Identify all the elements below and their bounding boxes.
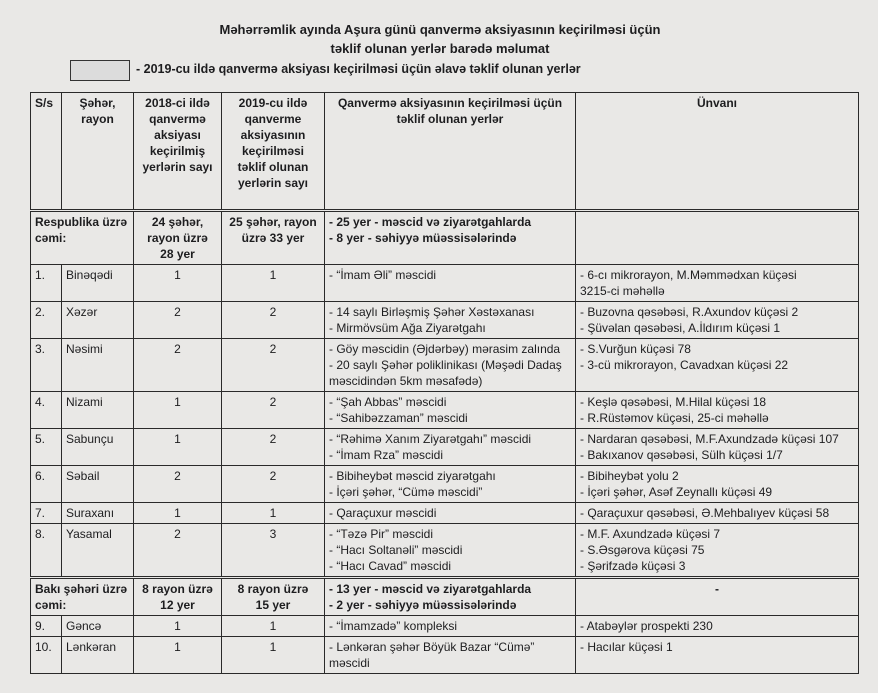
address-line: - 6-cı mikrorayon, M.Məmmədxan küçəsi [580, 268, 797, 282]
place-line: - İçəri şəhər, “Cümə məscidi” [329, 485, 483, 499]
summary-line: 15 yer [255, 598, 291, 612]
summary-baku-2018 [134, 578, 222, 616]
summary-baku-address: - [576, 578, 859, 616]
row-places [325, 392, 576, 429]
row-2018-count: 1 [134, 265, 222, 302]
title-line-1: Məhərrəmlik ayında Aşura günü qanvermə aksiyasının keçirilməsi üçün [219, 22, 661, 37]
place-line: - Qaraçuxur məscidi [329, 506, 437, 520]
place-line: - “Təzə Pir” məscidi [329, 527, 434, 541]
summary-baku-label [31, 578, 134, 616]
header-line: təklif olunan yerlər [396, 112, 504, 126]
place-line: - “İmam Əli” məscidi [329, 268, 437, 282]
row-address [576, 524, 859, 578]
row-number: 2. [31, 302, 62, 339]
row-2019-count: 1 [222, 616, 325, 637]
address-line: - Şüvəlan qəsəbəsi, A.İldırım küçəsi 1 [580, 321, 781, 335]
row-2019-count: 1 [222, 637, 325, 674]
table-row [31, 524, 859, 578]
row-address [576, 392, 859, 429]
header-line: təklif olunan [237, 160, 309, 174]
row-places [325, 637, 576, 674]
place-line: - “İmam Rza” məscidi [329, 448, 444, 462]
address-line: - Nardaran qəsəbəsi, M.F.Axundzadə küçəsi 107 [580, 432, 839, 446]
title-line-2: təklif olunan yerlər barədə məlumat [330, 41, 550, 56]
row-address [576, 302, 859, 339]
row-places [325, 339, 576, 392]
row-address [576, 339, 859, 392]
address-line: - S.Vurğun küçəsi 78 [580, 342, 691, 356]
place-line: - “Şah Abbas” məscidi [329, 395, 447, 409]
document-title [180, 20, 700, 58]
row-2018-count: 1 [134, 503, 222, 524]
row-city: Səbail [62, 466, 134, 503]
places-table [30, 92, 859, 674]
address-line: - İçəri şəhər, Asəf Zeynallı küçəsi 49 [580, 485, 773, 499]
address-line: - Hacılar küçəsi 1 [580, 640, 673, 654]
summary-line: 28 yer [160, 247, 195, 261]
row-2019-count: 2 [222, 339, 325, 392]
legend-text: - 2019-cu ildə qanvermə aksiyası keçirilməsi üçün əlavə təklif olunan yerlər [136, 62, 581, 76]
header-line: Şəhər, [79, 96, 116, 110]
row-city: Gəncə [62, 616, 134, 637]
row-places [325, 265, 576, 302]
row-address [576, 429, 859, 466]
row-2018-count: 2 [134, 524, 222, 578]
table-row [31, 339, 859, 392]
header-line: keçirilməsi [241, 144, 305, 158]
place-line: - “Rəhimə Xanım Ziyarətgahı” məscidi [329, 432, 532, 446]
table-row [31, 392, 859, 429]
summary-republic-places [325, 211, 576, 265]
table-row [31, 616, 859, 637]
row-address [576, 637, 859, 674]
row-city: Nizami [62, 392, 134, 429]
table-row [31, 503, 859, 524]
table-row [31, 637, 859, 674]
row-places [325, 616, 576, 637]
row-2018-count: 2 [134, 339, 222, 392]
row-2019-count: 2 [222, 302, 325, 339]
header-2019 [222, 93, 325, 211]
row-2019-count: 1 [222, 265, 325, 302]
row-address [576, 503, 859, 524]
row-city: Xəzər [62, 302, 134, 339]
row-2018-count: 2 [134, 302, 222, 339]
place-line: - Mirmövsüm Ağa Ziyarətgahı [329, 321, 486, 335]
row-city: Nəsimi [62, 339, 134, 392]
header-line: yerlərin sayı [237, 176, 309, 190]
row-places [325, 524, 576, 578]
address-line: - S.Əsgərova küçəsi 75 [580, 543, 705, 557]
summary-line: - 8 yer - səhiyyə müəssisələrində [329, 231, 517, 245]
row-number: 1. [31, 265, 62, 302]
row-number: 6. [31, 466, 62, 503]
table-header-row [31, 93, 859, 211]
place-line: - “Hacı Soltanəli” məscidi [329, 543, 463, 557]
row-2019-count: 3 [222, 524, 325, 578]
header-line: aksiyasının [240, 128, 306, 142]
row-2019-count: 2 [222, 466, 325, 503]
address-line: - Qaraçuxur qəsəbəsi, Ə.Mehbalıyev küçəsi 58 [580, 506, 830, 520]
row-number: 5. [31, 429, 62, 466]
summary-line: - 2 yer - səhiyyə müəssisələrində [329, 598, 517, 612]
summary-line: 8 rayon üzrə [237, 582, 309, 596]
summary-line: cəmi: [35, 231, 67, 245]
table-row [31, 302, 859, 339]
header-line: qanvermə [149, 112, 206, 126]
summary-baku-2019 [222, 578, 325, 616]
row-address [576, 616, 859, 637]
row-places [325, 302, 576, 339]
place-line: - Göy məscidin (Əjdərbəy) mərasim zalında [329, 342, 561, 356]
row-number: 8. [31, 524, 62, 578]
address-line: - M.F. Axundzadə küçəsi 7 [580, 527, 721, 541]
header-line: Qanvermə aksiyasının keçirilməsi üçün [337, 96, 563, 110]
address-line: - R.Rüstəmov küçəsi, 25-ci məhəllə [580, 411, 769, 425]
row-number: 10. [31, 637, 62, 674]
address-line: - Bibiheybət yolu 2 [580, 469, 679, 483]
header-line: qanverme [244, 112, 302, 126]
row-2018-count: 2 [134, 466, 222, 503]
summary-republic-address [576, 211, 859, 265]
row-number: 3. [31, 339, 62, 392]
summary-baku-places [325, 578, 576, 616]
row-places [325, 429, 576, 466]
row-places [325, 466, 576, 503]
header-line: yerlərin sayı [142, 160, 213, 174]
row-2018-count: 1 [134, 429, 222, 466]
summary-republic-row [31, 211, 859, 265]
row-address [576, 466, 859, 503]
legend-shade-swatch [70, 60, 130, 81]
summary-line: 24 şəhər, [151, 215, 204, 229]
table-row [31, 429, 859, 466]
summary-line: - 13 yer - məscid və ziyarətgahlarda [329, 582, 532, 596]
row-city: Binəqədi [62, 265, 134, 302]
summary-line: Bakı şəhəri üzrə [35, 582, 128, 596]
header-line: rayon [81, 112, 114, 126]
address-line: 3215-ci məhəllə [580, 284, 665, 298]
row-city: Suraxanı [62, 503, 134, 524]
place-line: məscidi [329, 656, 370, 670]
address-line: - Keşlə qəsəbəsi, M.Hilal küçəsi 18 [580, 395, 767, 409]
summary-line: Respublika üzrə [35, 215, 128, 229]
address-line: - Şərifzadə küçəsi 3 [580, 559, 686, 573]
table-row [31, 466, 859, 503]
summary-line: üzrə 33 yer [241, 231, 305, 245]
row-places [325, 503, 576, 524]
summary-line: cəmi: [35, 598, 67, 612]
address-line: - Bakıxanov qəsəbəsi, Sülh küçəsi 1/7 [580, 448, 783, 462]
row-city: Lənkəran [62, 637, 134, 674]
header-line: 2018-ci ildə [145, 96, 210, 110]
row-2018-count: 1 [134, 637, 222, 674]
header-line: aksiyası [154, 128, 201, 142]
summary-republic-2019 [222, 211, 325, 265]
address-line: - Atabəylər prospekti 230 [580, 619, 713, 633]
place-line: - Bibiheybət məscid ziyarətgahı [329, 469, 496, 483]
header-sn: S/s [31, 93, 62, 211]
summary-line: - 25 yer - məscid və ziyarətgahlarda [329, 215, 532, 229]
place-line: - 20 saylı Şəhər poliklinikası (Məşədi Dadaş [329, 358, 562, 372]
summary-line: rayon üzrə [147, 231, 208, 245]
row-2019-count: 2 [222, 429, 325, 466]
row-number: 9. [31, 616, 62, 637]
row-2019-count: 2 [222, 392, 325, 429]
summary-baku-row [31, 578, 859, 616]
summary-line: 25 şəhər, rayon [229, 215, 317, 229]
row-number: 4. [31, 392, 62, 429]
row-city: Yasamal [62, 524, 134, 578]
place-line: - “İmamzadə” kompleksi [329, 619, 458, 633]
address-line: - 3-cü mikrorayon, Cavadxan küçəsi 22 [580, 358, 789, 372]
summary-republic-label [31, 211, 134, 265]
row-2018-count: 1 [134, 392, 222, 429]
summary-line: 8 rayon üzrə [142, 582, 213, 596]
header-line: keçirilmiş [149, 144, 206, 158]
place-line: - Lənkəran şəhər Böyük Bazar “Cümə” [329, 640, 535, 654]
row-number: 7. [31, 503, 62, 524]
header-city [62, 93, 134, 211]
header-2018 [134, 93, 222, 211]
header-line: 2019-cu ildə [238, 96, 308, 110]
place-line: - “Hacı Cavad” məscidi [329, 559, 452, 573]
header-places [325, 93, 576, 211]
table-row [31, 265, 859, 302]
address-line: - Buzovna qəsəbəsi, R.Axundov küçəsi 2 [580, 305, 799, 319]
summary-line: 12 yer [160, 598, 195, 612]
header-address: Ünvanı [576, 93, 859, 211]
place-line: məscidindən 5km məsafədə) [329, 374, 483, 388]
place-line: - “Sahibəzzaman” məscidi [329, 411, 468, 425]
row-2019-count: 1 [222, 503, 325, 524]
row-address [576, 265, 859, 302]
place-line: - 14 saylı Birləşmiş Şəhər Xəstəxanası [329, 305, 535, 319]
row-city: Sabunçu [62, 429, 134, 466]
row-2018-count: 1 [134, 616, 222, 637]
summary-republic-2018 [134, 211, 222, 265]
